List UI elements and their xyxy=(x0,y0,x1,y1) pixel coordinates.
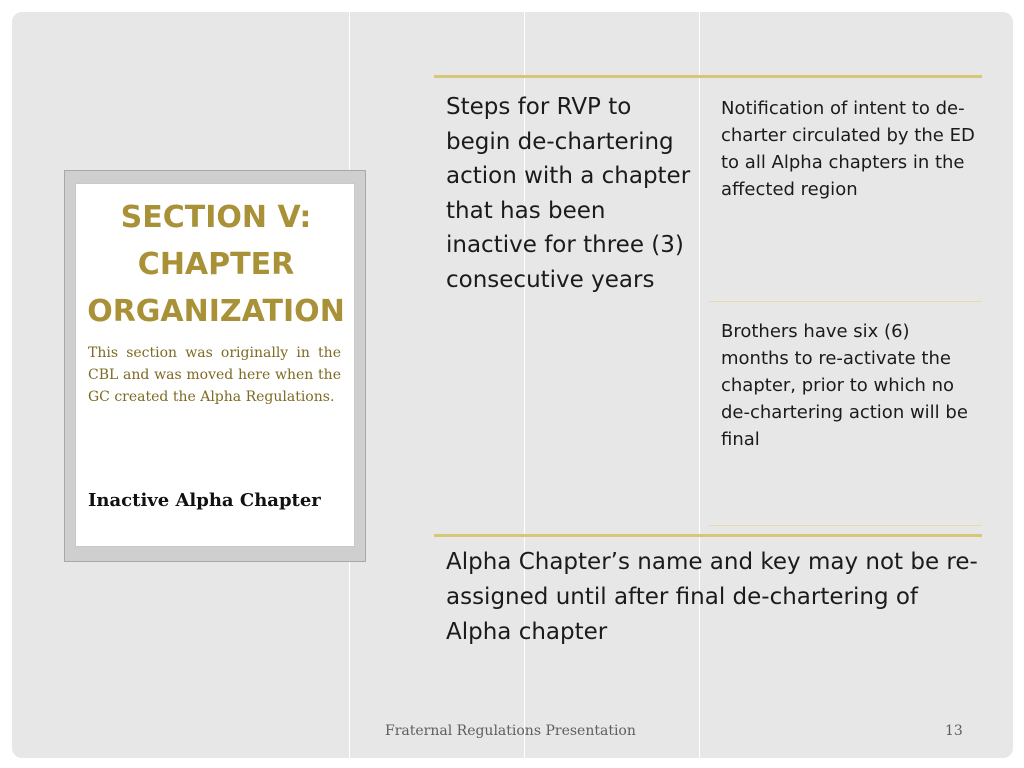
section-title-line-1: SECTION V: xyxy=(120,200,312,235)
section-description: This section was originally in the CBL and was moved here when the GC created the Alpha Regulations. xyxy=(88,345,341,405)
section-title-line-3: ORGANIZATION xyxy=(87,294,345,329)
table-top-rule xyxy=(434,75,982,78)
slide-number: 13 xyxy=(945,723,963,739)
table-middle-rule xyxy=(434,534,982,537)
cell-steps: Steps for RVP to begin de-chartering action with a chapter that has been inactive for three (3) consecutive years xyxy=(446,94,691,293)
table-row-rule xyxy=(709,301,982,302)
title-panel xyxy=(64,170,366,562)
cell-name-key: Alpha Chapter’s name and key may not be re-assigned until after final de-chartering of Alpha chapter xyxy=(446,549,978,645)
table-row-rule xyxy=(709,525,982,526)
section-title xyxy=(76,194,356,335)
section-title-line-2: CHAPTER xyxy=(137,247,295,282)
section-subtitle: Inactive Alpha Chapter xyxy=(88,490,321,511)
cell-notification: Notification of intent to de-charter circulated by the ED to all Alpha chapters in the affected region xyxy=(721,98,975,200)
cell-brothers: Brothers have six (6) months to re-activate the chapter, prior to which no de-chartering action will be final xyxy=(721,321,968,450)
title-card xyxy=(75,183,355,547)
footer-text: Fraternal Regulations Presentation xyxy=(385,723,636,739)
slide xyxy=(12,12,1013,758)
